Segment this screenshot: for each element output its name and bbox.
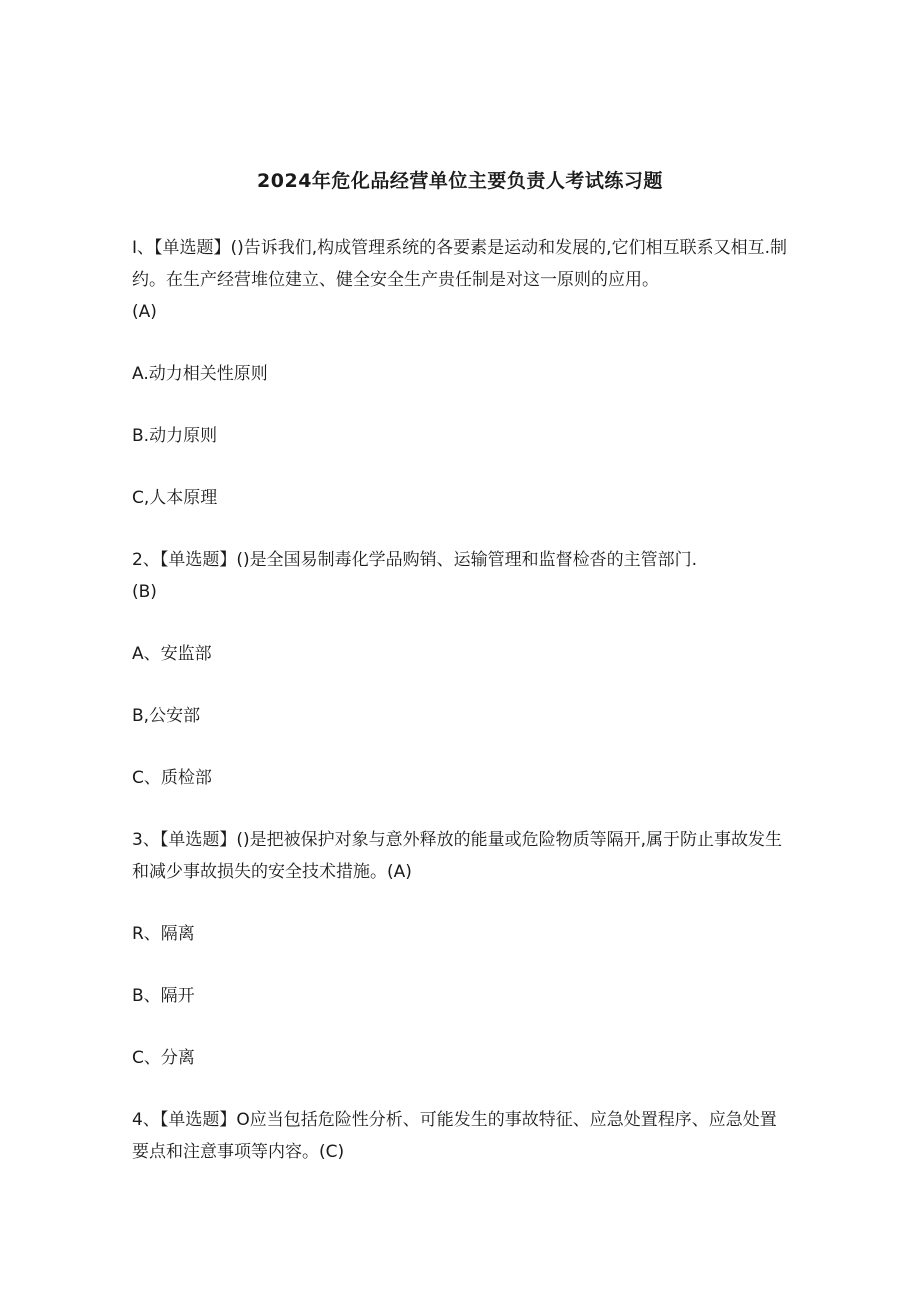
option-item: A、安监部	[132, 644, 212, 664]
option-item: A.动力相关性原则	[132, 364, 268, 384]
question-stem: 3、【单选题】()是把被保护对象与意外释放的能量或危险物质等隔开,属于防止事故发生和减少事故损失的安全技术措施。(A)	[132, 830, 782, 882]
option-item: B、隔开	[132, 986, 195, 1006]
question-stem: 4、【单选题】O应当包括危险性分析、可能发生的事故特征、应急处置程序、应急处置要点和注意事项等内容。(C)	[132, 1110, 777, 1162]
question-list	[132, 232, 792, 1168]
question-answer: (B)	[132, 582, 157, 602]
option-item: C,人本原理	[132, 488, 218, 508]
option-item: B.动力原则	[132, 426, 218, 446]
question-stem: I、【单选题】()告诉我们,构成管理系统的各要素是运动和发展的,它们相互联系又相互.制约。在生产经营堆位建立、健全安全生产贵任制是对这一原则的应用。 (A)	[132, 238, 787, 322]
option-item: R、隔离	[132, 924, 195, 944]
question-answer: (A)	[387, 862, 412, 882]
question-answer: (A)	[132, 302, 157, 322]
option-item: B,公安部	[132, 706, 201, 726]
question-block	[132, 824, 792, 1104]
question-answer: (C)	[319, 1142, 345, 1162]
option-item: C、质检部	[132, 768, 212, 788]
question-block	[132, 232, 792, 544]
question-block	[132, 544, 792, 824]
document-title: 2024年危化品经营单位主要负责人考试练习题	[257, 170, 663, 192]
question-stem: 2、【单选题】()是全国易制毒化学品购销、运输管理和监督检沓的主管部门. (B)	[132, 550, 697, 602]
question-block	[132, 1104, 792, 1168]
option-item: C、分离	[132, 1048, 195, 1068]
